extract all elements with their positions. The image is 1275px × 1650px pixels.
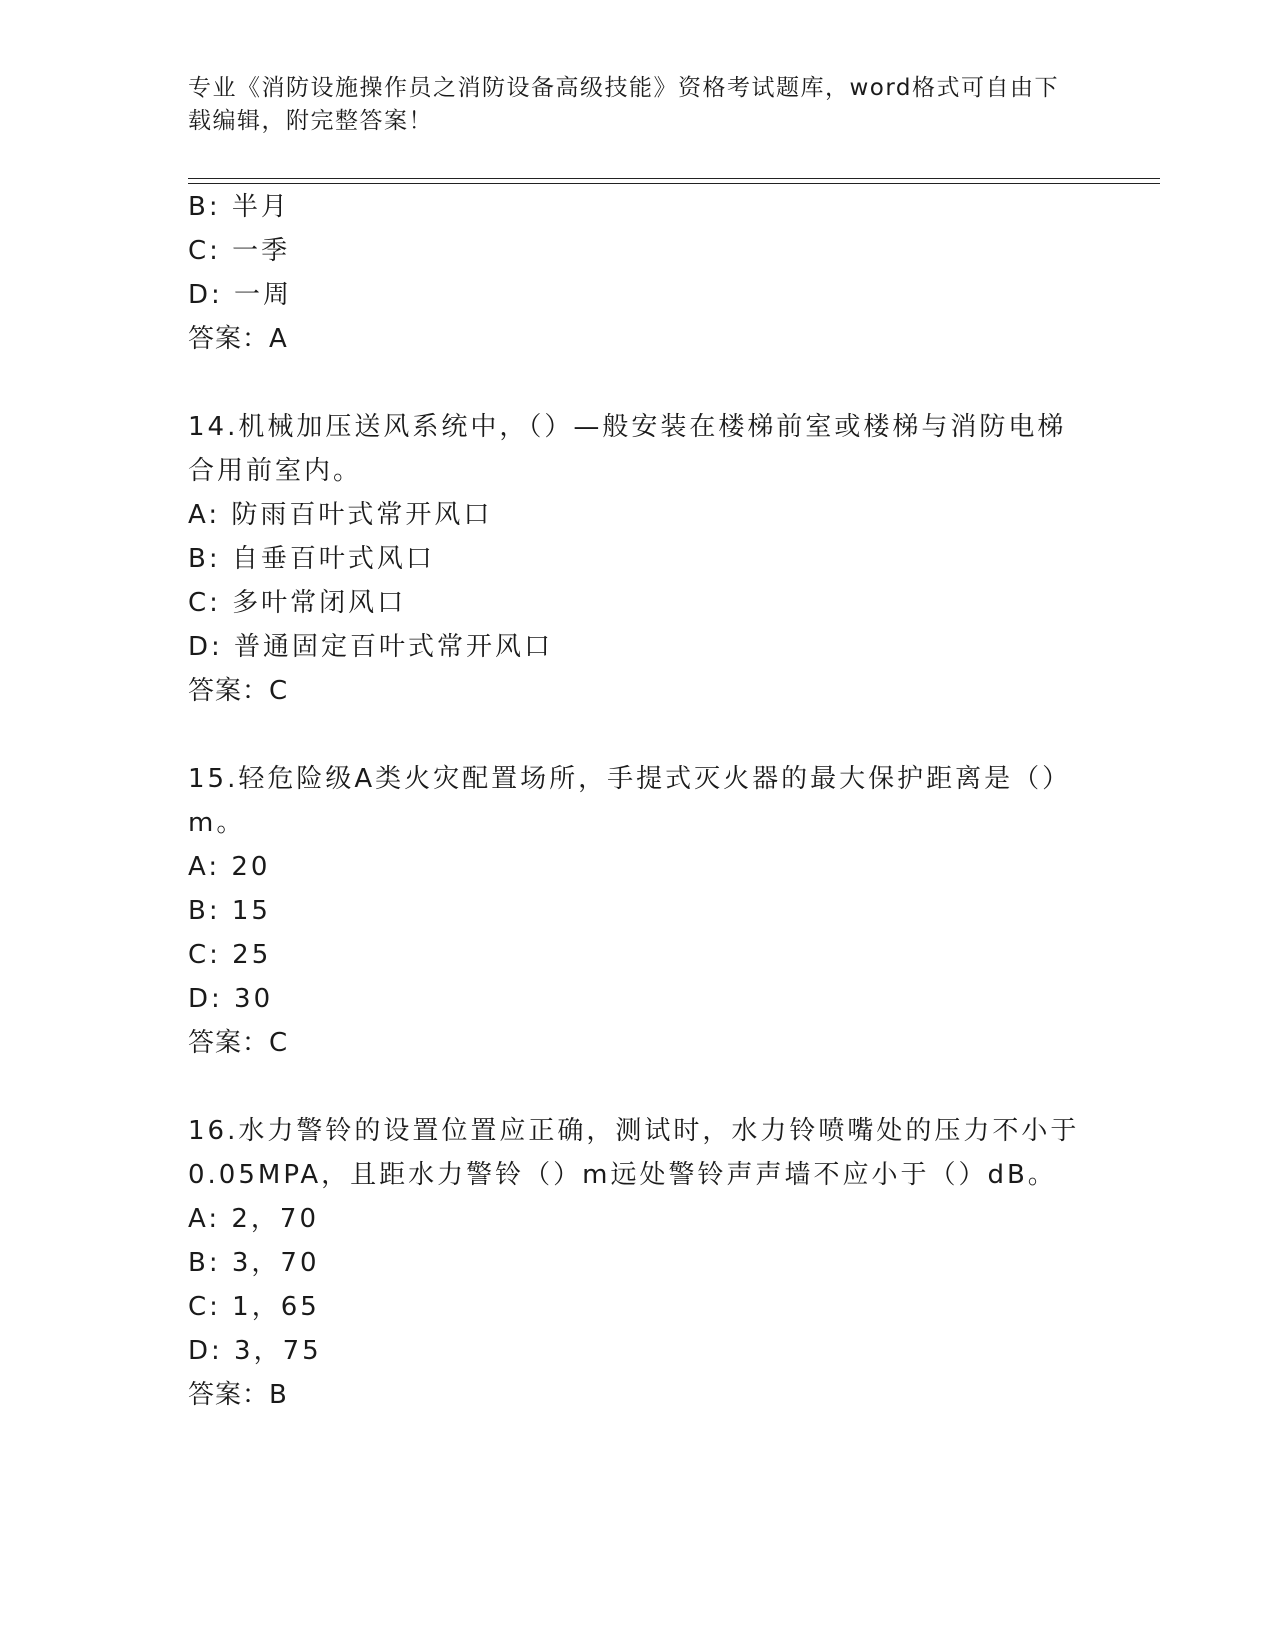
q15-question-line-1: 15.轻危险级A类火灾配置场所，手提式灭火器的最大保护距离是（） xyxy=(188,764,1072,794)
header-line-1: 专业《消防设施操作员之消防设备高级技能》资格考试题库，word格式可自由下 xyxy=(188,75,1060,101)
q14-option-b: B: 自垂百叶式风口 xyxy=(188,544,435,574)
q16-option-b: B: 3，70 xyxy=(188,1248,320,1278)
q13-option-d: D: 一周 xyxy=(188,280,293,310)
q14-question-line-2: 合用前室内。 xyxy=(188,456,363,486)
q16-option-d: D: 3，75 xyxy=(188,1336,322,1366)
q15-option-b: B: 15 xyxy=(188,896,271,926)
q15-option-c: C: 25 xyxy=(188,940,272,970)
q14-option-d: D: 普通固定百叶式常开风口 xyxy=(188,632,554,662)
q14-question-line-1: 14.机械加压送风系统中，（）—般安装在楼梯前室或楼梯与消防电梯 xyxy=(188,412,1067,442)
q14-option-c: C: 多叶常闭风口 xyxy=(188,588,407,618)
q15-option-a: A: 20 xyxy=(188,852,271,882)
q13-answer: 答案：A xyxy=(188,324,288,354)
header-line-2: 载编辑，附完整答案！ xyxy=(188,108,433,134)
q16-question-line-2: 0.05MPA，且距水力警铃（）m远处警铃声声墙不应小于（）dB。 xyxy=(188,1160,1057,1190)
q14-option-a: A: 防雨百叶式常开风口 xyxy=(188,500,493,530)
q14-answer: 答案：C xyxy=(188,676,289,706)
header-divider-top xyxy=(188,178,1160,179)
q13-option-c: C: 一季 xyxy=(188,236,291,266)
document-header xyxy=(188,72,1068,138)
q15-answer: 答案：C xyxy=(188,1028,289,1058)
q15-option-d: D: 30 xyxy=(188,984,274,1014)
q15-question-line-2: m。 xyxy=(188,808,246,838)
q16-answer: 答案：B xyxy=(188,1380,288,1410)
q16-option-a: A: 2，70 xyxy=(188,1204,319,1234)
q13-option-b: B: 半月 xyxy=(188,192,290,222)
q16-question-line-1: 16.水力警铃的设置位置应正确，测试时，水力铃喷嘴处的压力不小于 xyxy=(188,1116,1080,1146)
q16-option-c: C: 1，65 xyxy=(188,1292,320,1322)
header-divider-bottom xyxy=(188,183,1160,184)
